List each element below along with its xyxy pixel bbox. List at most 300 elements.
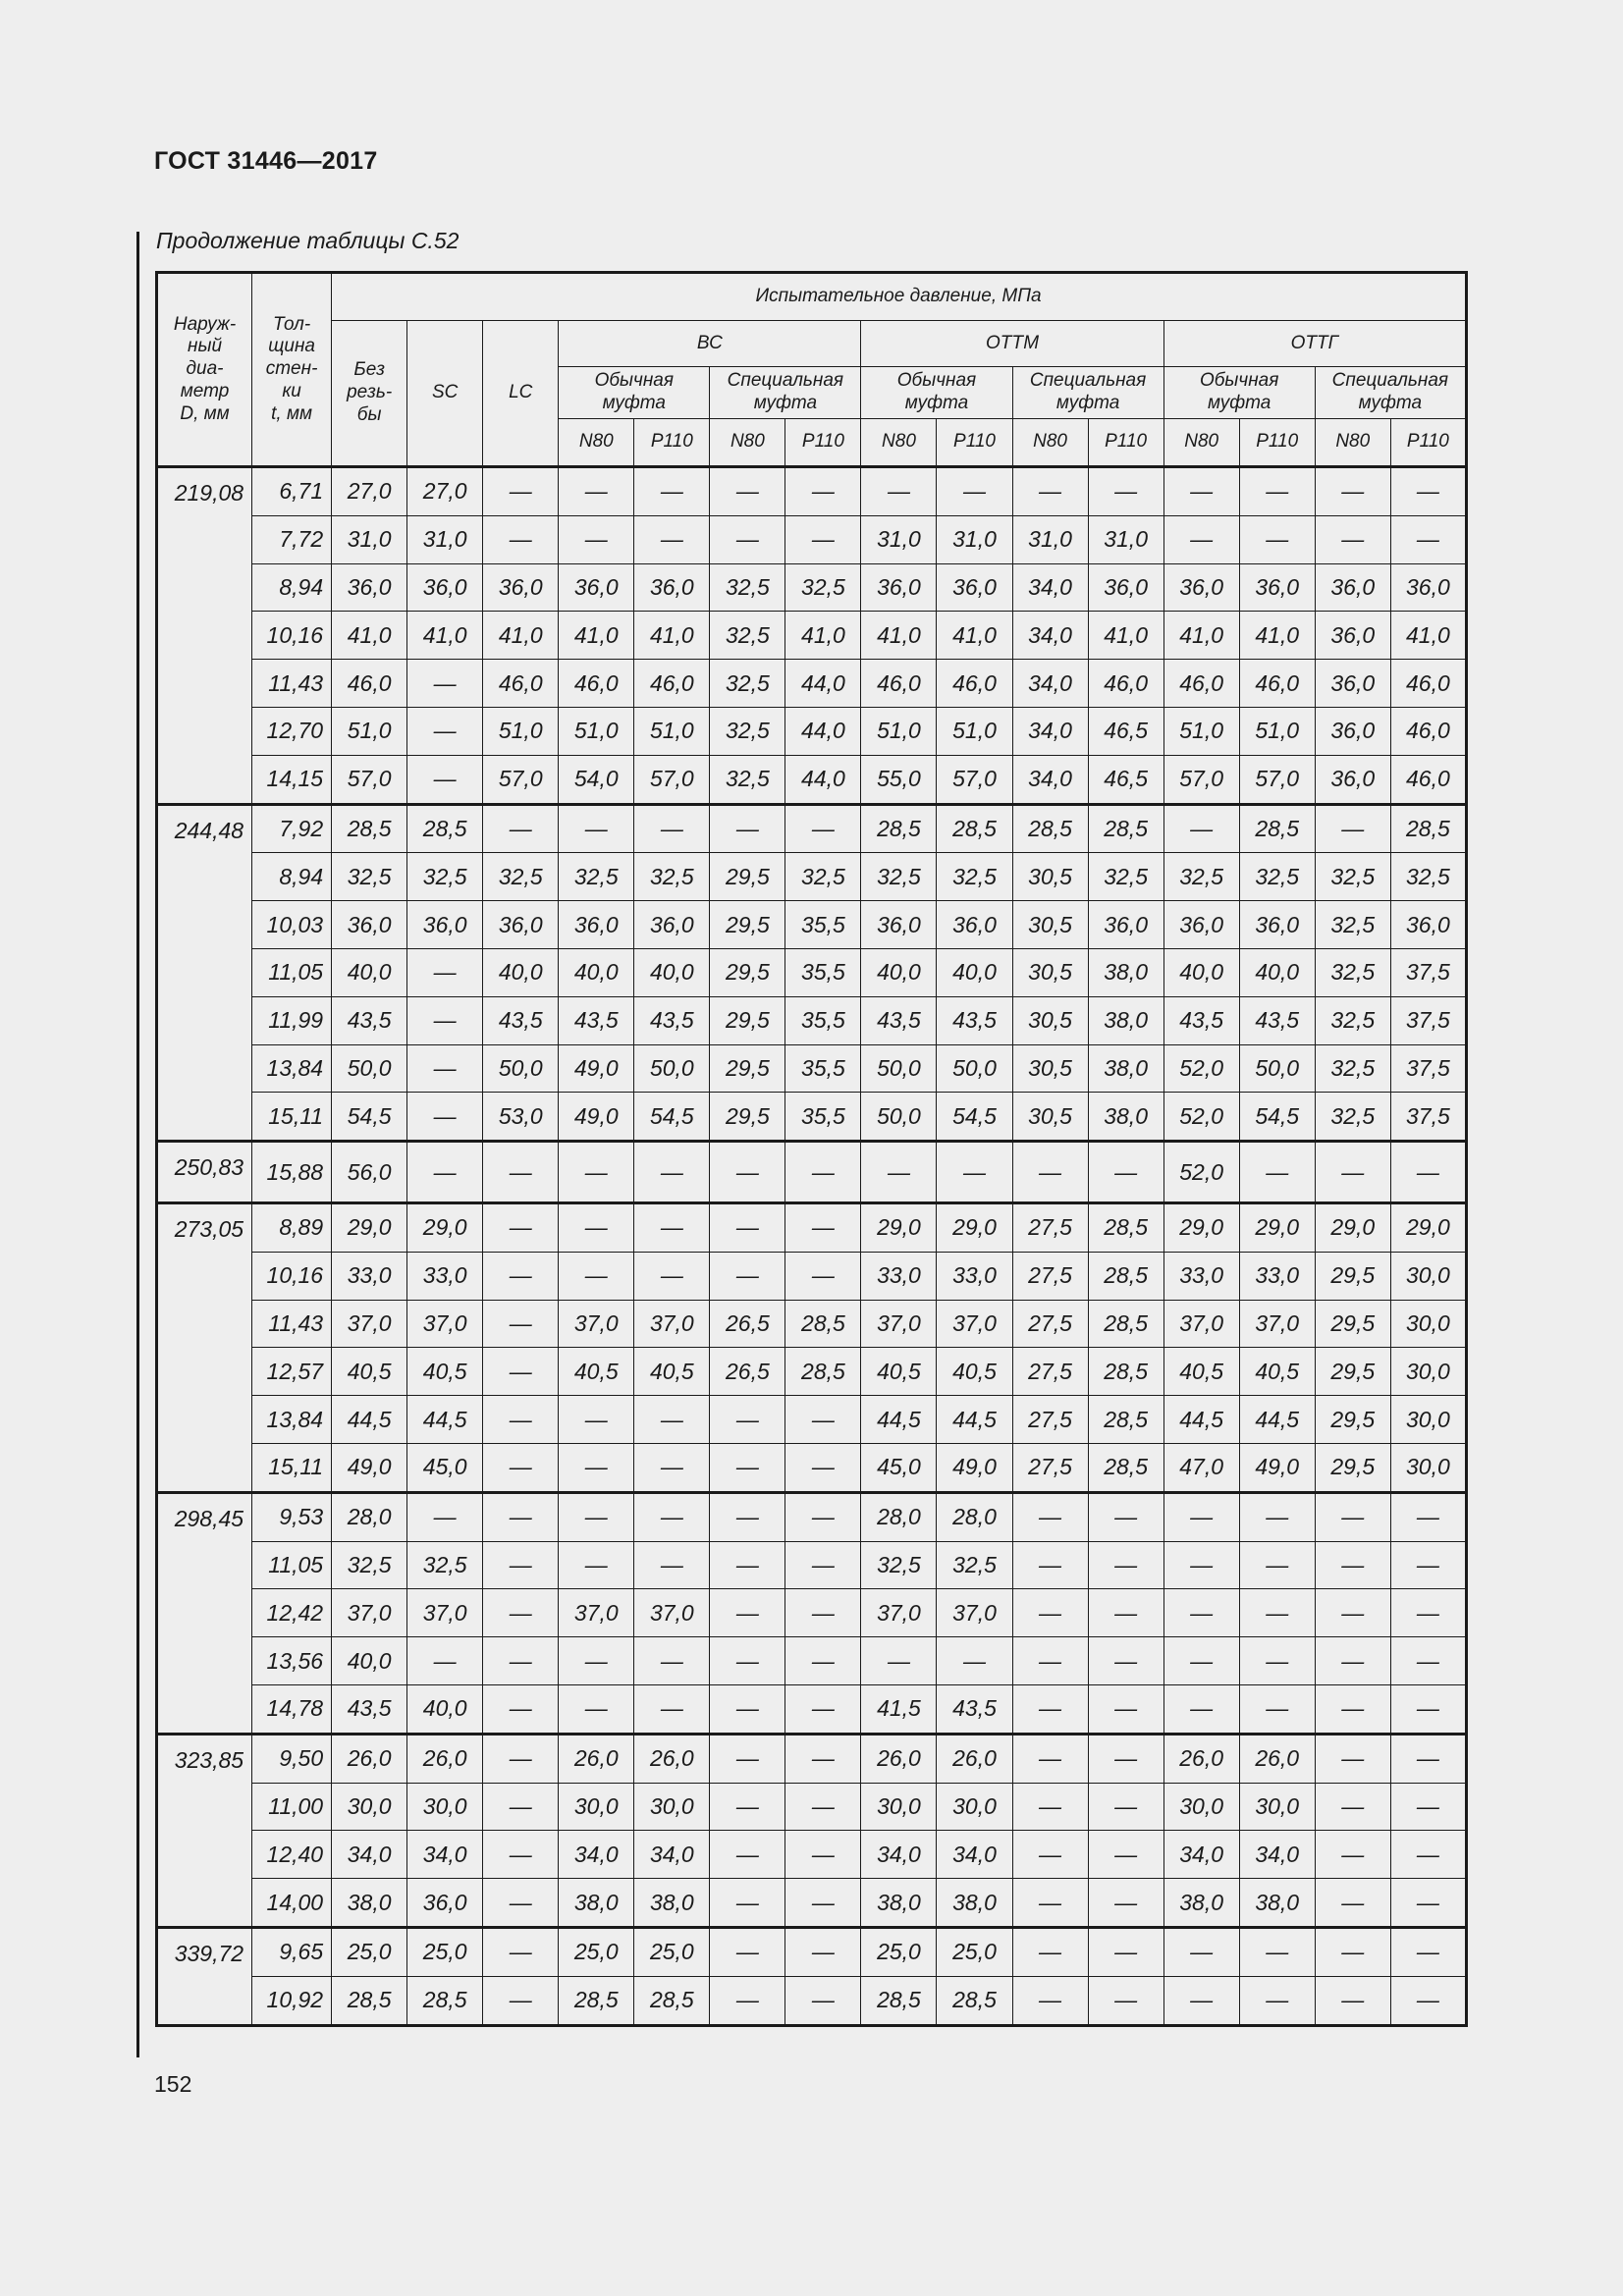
table-row <box>157 1443 1467 1492</box>
pressure-cell: — <box>710 1541 785 1589</box>
pressure-cell: — <box>1088 1734 1163 1783</box>
thickness-cell: 14,15 <box>252 755 332 804</box>
pressure-cell: 38,0 <box>1239 1879 1315 1928</box>
pressure-cell: 46,0 <box>1163 660 1239 708</box>
pressure-cell: — <box>483 1927 559 1976</box>
thickness-cell: 14,78 <box>252 1684 332 1734</box>
pressure-cell: 28,5 <box>861 804 937 853</box>
pressure-cell: 38,0 <box>861 1879 937 1928</box>
pressure-cell: 32,5 <box>710 612 785 660</box>
col-header-sc: SC <box>407 321 483 467</box>
pressure-cell: — <box>710 1492 785 1541</box>
pressure-cell: — <box>634 1142 710 1203</box>
pressure-cell: 43,5 <box>559 996 634 1044</box>
pressure-cell: — <box>1163 1492 1239 1541</box>
pressure-cell: 41,0 <box>1239 612 1315 660</box>
pressure-cell: 29,5 <box>710 1093 785 1142</box>
table-row <box>157 1492 1467 1541</box>
pressure-cell: 37,0 <box>407 1300 483 1348</box>
pressure-cell: 29,5 <box>1315 1300 1390 1348</box>
pressure-cell: 34,0 <box>937 1831 1012 1879</box>
pressure-cell: — <box>1012 1879 1088 1928</box>
pressure-cell: 41,0 <box>861 612 937 660</box>
pressure-cell: 57,0 <box>1239 755 1315 804</box>
pressure-cell: — <box>1239 1976 1315 2025</box>
pressure-cell: 43,5 <box>937 996 1012 1044</box>
pressure-cell: 46,5 <box>1088 755 1163 804</box>
pressure-cell: 37,0 <box>1239 1300 1315 1348</box>
table-row <box>157 755 1467 804</box>
pressure-cell: 28,5 <box>1088 1348 1163 1396</box>
pressure-cell: 28,0 <box>332 1492 407 1541</box>
coupling-header-special: Специальная муфта <box>710 367 861 419</box>
pressure-cell: — <box>937 467 1012 516</box>
thickness-cell: 7,72 <box>252 515 332 563</box>
pressure-cell: 52,0 <box>1163 1044 1239 1093</box>
grade-header: N80 <box>1012 419 1088 467</box>
pressure-cell: 36,0 <box>1315 707 1390 755</box>
pressure-cell: — <box>559 1684 634 1734</box>
pressure-cell: — <box>483 515 559 563</box>
pressure-cell: 37,5 <box>1390 948 1466 996</box>
pressure-cell: 36,0 <box>1315 612 1390 660</box>
col-header-thickness: Тол- щина стен- ки t, мм <box>252 273 332 467</box>
pressure-cell: — <box>1163 1976 1239 2025</box>
pressure-cell: 49,0 <box>1239 1443 1315 1492</box>
pressure-cell: — <box>861 467 937 516</box>
diameter-cell: 339,72 <box>157 1927 252 2025</box>
pressure-cell: 28,5 <box>332 804 407 853</box>
thickness-cell: 11,99 <box>252 996 332 1044</box>
pressure-cell: — <box>483 1492 559 1541</box>
thickness-cell: 15,11 <box>252 1093 332 1142</box>
pressure-cell: 41,0 <box>559 612 634 660</box>
pressure-cell: — <box>483 1396 559 1444</box>
pressure-cell: — <box>1390 1492 1466 1541</box>
pressure-cell: 28,0 <box>937 1492 1012 1541</box>
pressure-cell: 26,0 <box>559 1734 634 1783</box>
pressure-cell: 54,5 <box>634 1093 710 1142</box>
pressure-cell: 28,5 <box>1088 1202 1163 1252</box>
table-row <box>157 1734 1467 1783</box>
pressure-cell: 51,0 <box>1239 707 1315 755</box>
pressure-cell: 38,0 <box>1163 1879 1239 1928</box>
pressure-cell: 40,0 <box>483 948 559 996</box>
pressure-cell: 29,0 <box>1163 1202 1239 1252</box>
pressure-cell: 33,0 <box>407 1252 483 1300</box>
coupling-header-special: Специальная муфта <box>1315 367 1466 419</box>
pressure-cell: 32,5 <box>1315 1044 1390 1093</box>
pressure-cell: — <box>559 804 634 853</box>
pressure-cell: 29,5 <box>710 901 785 949</box>
grade-header: P110 <box>937 419 1012 467</box>
pressure-cell: 46,0 <box>1390 707 1466 755</box>
pressure-cell: 32,5 <box>559 853 634 901</box>
pressure-cell: 57,0 <box>937 755 1012 804</box>
pressure-cell: — <box>785 1492 861 1541</box>
pressure-cell: 30,0 <box>1390 1252 1466 1300</box>
pressure-cell: — <box>1088 1684 1163 1734</box>
pressure-cell: 26,5 <box>710 1300 785 1348</box>
pressure-cell: 25,0 <box>634 1927 710 1976</box>
pressure-cell: 34,0 <box>407 1831 483 1879</box>
pressure-cell: 32,5 <box>332 1541 407 1589</box>
pressure-cell: 37,0 <box>332 1589 407 1637</box>
pressure-cell: 30,5 <box>1012 901 1088 949</box>
pressure-cell: — <box>1315 1927 1390 1976</box>
pressure-cell: 40,0 <box>634 948 710 996</box>
pressure-cell: — <box>1012 1684 1088 1734</box>
pressure-cell: 29,0 <box>1315 1202 1390 1252</box>
pressure-cell: — <box>1088 1783 1163 1831</box>
pressure-cell: 40,5 <box>559 1348 634 1396</box>
pressure-cell: 43,5 <box>937 1684 1012 1734</box>
pressure-cell: — <box>785 1252 861 1300</box>
grade-header: N80 <box>861 419 937 467</box>
thickness-cell: 8,89 <box>252 1202 332 1252</box>
pressure-cell: — <box>483 1541 559 1589</box>
pressure-cell: 29,5 <box>710 1044 785 1093</box>
pressure-cell: 51,0 <box>483 707 559 755</box>
pressure-cell: — <box>1012 1492 1088 1541</box>
pressure-cell: 54,5 <box>332 1093 407 1142</box>
pressure-cell: 40,0 <box>332 948 407 996</box>
pressure-cell: — <box>1239 1637 1315 1685</box>
pressure-cell: 29,0 <box>407 1202 483 1252</box>
table-row <box>157 1300 1467 1348</box>
pressure-cell: 40,0 <box>332 1637 407 1685</box>
pressure-cell: 44,5 <box>407 1396 483 1444</box>
pressure-cell: — <box>1390 467 1466 516</box>
table-row <box>157 1044 1467 1093</box>
pressure-cell: 37,0 <box>634 1589 710 1637</box>
pressure-cell: 29,5 <box>1315 1348 1390 1396</box>
pressure-cell: — <box>1390 1589 1466 1637</box>
pressure-cell: 36,0 <box>1315 563 1390 612</box>
pressure-cell: — <box>710 1831 785 1879</box>
pressure-cell: — <box>634 515 710 563</box>
pressure-cell: — <box>1088 1976 1163 2025</box>
pressure-cell: 51,0 <box>861 707 937 755</box>
pressure-cell: 36,0 <box>1088 901 1163 949</box>
pressure-cell: — <box>1163 1589 1239 1637</box>
pressure-cell: — <box>634 1684 710 1734</box>
pressure-cell: 46,0 <box>559 660 634 708</box>
pressure-cell: — <box>1088 1927 1163 1976</box>
pressure-cell: 44,5 <box>332 1396 407 1444</box>
pressure-cell: — <box>1012 467 1088 516</box>
pressure-cell: — <box>785 1684 861 1734</box>
pressure-cell: 28,5 <box>1088 1396 1163 1444</box>
pressure-cell: — <box>1239 1142 1315 1203</box>
pressure-cell: 32,5 <box>483 853 559 901</box>
pressure-cell: — <box>1163 804 1239 853</box>
pressure-cell: — <box>407 1093 483 1142</box>
pressure-cell: 41,0 <box>1088 612 1163 660</box>
pressure-cell: — <box>785 515 861 563</box>
pressure-cell: — <box>1163 1684 1239 1734</box>
table-row <box>157 1831 1467 1879</box>
pressure-cell: 34,0 <box>1012 707 1088 755</box>
pressure-cell: — <box>710 1637 785 1685</box>
pressure-cell: — <box>483 1783 559 1831</box>
table-header <box>157 273 1467 467</box>
pressure-cell: 28,5 <box>1088 1300 1163 1348</box>
thickness-cell: 15,11 <box>252 1443 332 1492</box>
pressure-cell: 41,0 <box>785 612 861 660</box>
pressure-cell: 36,0 <box>407 563 483 612</box>
coupling-header-regular: Обычная муфта <box>861 367 1012 419</box>
pressure-cell: 31,0 <box>1012 515 1088 563</box>
pressure-cell: 34,0 <box>1012 612 1088 660</box>
pressure-cell: — <box>1163 1637 1239 1685</box>
pressure-cell: 57,0 <box>483 755 559 804</box>
pressure-cell: 50,0 <box>634 1044 710 1093</box>
thickness-cell: 12,40 <box>252 1831 332 1879</box>
pressure-cell: 37,5 <box>1390 1044 1466 1093</box>
pressure-cell: — <box>483 1637 559 1685</box>
pressure-cell: — <box>559 1541 634 1589</box>
pressure-cell: — <box>710 1443 785 1492</box>
pressure-cell: — <box>483 1252 559 1300</box>
pressure-cell: 28,5 <box>407 804 483 853</box>
thickness-cell: 12,57 <box>252 1348 332 1396</box>
thickness-cell: 13,84 <box>252 1044 332 1093</box>
pressure-cell: — <box>1088 1831 1163 1879</box>
pressure-cell: 36,0 <box>559 901 634 949</box>
pressure-cell: 52,0 <box>1163 1142 1239 1203</box>
thickness-cell: 6,71 <box>252 467 332 516</box>
pressure-cell: — <box>634 1443 710 1492</box>
pressure-cell: — <box>785 1541 861 1589</box>
pressure-cell: 49,0 <box>559 1093 634 1142</box>
pressure-cell: 32,5 <box>634 853 710 901</box>
pressure-cell: 37,0 <box>861 1589 937 1637</box>
pressure-cell: — <box>1012 1927 1088 1976</box>
pressure-cell: 32,5 <box>407 1541 483 1589</box>
pressure-cell: — <box>785 1927 861 1976</box>
pressure-cell: 36,0 <box>634 901 710 949</box>
pressure-cell: 46,0 <box>483 660 559 708</box>
pressure-cell: 40,5 <box>407 1348 483 1396</box>
pressure-cell: 46,0 <box>332 660 407 708</box>
pressure-cell: 32,5 <box>710 563 785 612</box>
pressure-cell: 32,5 <box>407 853 483 901</box>
table-row <box>157 1202 1467 1252</box>
pressure-cell: 46,0 <box>1088 660 1163 708</box>
pressure-cell: 37,5 <box>1390 996 1466 1044</box>
pressure-cell: 47,0 <box>1163 1443 1239 1492</box>
pressure-cell: — <box>1239 1541 1315 1589</box>
pressure-cell: 51,0 <box>937 707 1012 755</box>
pressure-cell: 30,5 <box>1012 1093 1088 1142</box>
pressure-cell: 28,5 <box>559 1976 634 2025</box>
pressure-cell: 32,5 <box>1315 901 1390 949</box>
pressure-cell: 30,0 <box>634 1783 710 1831</box>
pressure-cell: 29,5 <box>1315 1252 1390 1300</box>
pressure-cell: 26,0 <box>1163 1734 1239 1783</box>
pressure-cell: — <box>710 1589 785 1637</box>
pressure-cell: 29,0 <box>937 1202 1012 1252</box>
table-row <box>157 996 1467 1044</box>
table-row <box>157 1396 1467 1444</box>
grade-header: P110 <box>1088 419 1163 467</box>
pressure-cell: — <box>1239 1589 1315 1637</box>
pressure-cell: 38,0 <box>1088 948 1163 996</box>
pressure-cell: 40,5 <box>332 1348 407 1396</box>
pressure-cell: — <box>710 804 785 853</box>
table-row <box>157 1589 1467 1637</box>
pressure-cell: 41,0 <box>407 612 483 660</box>
col-header-diameter: Наруж- ный диа- метр D, мм <box>157 273 252 467</box>
pressure-cell: 40,0 <box>559 948 634 996</box>
pressure-cell: 26,5 <box>710 1348 785 1396</box>
thickness-cell: 10,03 <box>252 901 332 949</box>
pressure-cell: 36,0 <box>1239 901 1315 949</box>
pressure-cell: — <box>785 1831 861 1879</box>
pressure-cell: — <box>785 1783 861 1831</box>
pressure-cell: 37,0 <box>559 1589 634 1637</box>
pressure-cell: 28,5 <box>937 1976 1012 2025</box>
pressure-cell: 30,0 <box>1390 1348 1466 1396</box>
pressure-cell: 32,5 <box>710 707 785 755</box>
pressure-cell: — <box>483 1300 559 1348</box>
table-row <box>157 660 1467 708</box>
thickness-cell: 9,53 <box>252 1492 332 1541</box>
pressure-cell: — <box>483 1443 559 1492</box>
pressure-cell: — <box>1012 1142 1088 1203</box>
pressure-cell: 34,0 <box>1163 1831 1239 1879</box>
grade-header: P110 <box>785 419 861 467</box>
pressure-cell: 38,0 <box>1088 996 1163 1044</box>
pressure-cell: 41,0 <box>332 612 407 660</box>
pressure-cell: — <box>1239 467 1315 516</box>
pressure-cell: 25,0 <box>861 1927 937 1976</box>
coupling-header-regular: Обычная муфта <box>1163 367 1315 419</box>
pressure-cell: — <box>1239 1927 1315 1976</box>
pressure-cell: — <box>1088 467 1163 516</box>
thickness-cell: 15,88 <box>252 1142 332 1203</box>
pressure-cell: 36,0 <box>861 901 937 949</box>
thickness-cell: 13,84 <box>252 1396 332 1444</box>
pressure-cell: 36,0 <box>559 563 634 612</box>
pressure-cell: — <box>1012 1734 1088 1783</box>
pressure-cell: 30,5 <box>1012 1044 1088 1093</box>
pressure-cell: 29,5 <box>710 996 785 1044</box>
pressure-cell: — <box>559 467 634 516</box>
pressure-cell: — <box>710 1252 785 1300</box>
pressure-cell: 26,0 <box>407 1734 483 1783</box>
coupling-header-regular: Обычная муфта <box>559 367 710 419</box>
pressure-cell: — <box>1163 515 1239 563</box>
pressure-cell: 25,0 <box>937 1927 1012 1976</box>
pressure-cell: 43,5 <box>861 996 937 1044</box>
pressure-cell: 36,0 <box>1390 901 1466 949</box>
pressure-cell: 28,5 <box>407 1976 483 2025</box>
table-row <box>157 707 1467 755</box>
pressure-cell: 30,0 <box>1163 1783 1239 1831</box>
pressure-cell: 45,0 <box>861 1443 937 1492</box>
pressure-cell: 36,0 <box>1315 660 1390 708</box>
pressure-cell: 35,5 <box>785 1044 861 1093</box>
pressure-cell: — <box>1390 1927 1466 1976</box>
pressure-cell: 27,5 <box>1012 1396 1088 1444</box>
pressure-cell: 28,5 <box>1088 1443 1163 1492</box>
col-header-plain-end: Без резь- бы <box>332 321 407 467</box>
pressure-cell: 36,0 <box>407 901 483 949</box>
pressure-cell: 32,5 <box>785 563 861 612</box>
pressure-cell: 35,5 <box>785 901 861 949</box>
thickness-cell: 13,56 <box>252 1637 332 1685</box>
pressure-cell: 45,0 <box>407 1443 483 1492</box>
diameter-cell: 323,85 <box>157 1734 252 1927</box>
pressure-cell: 28,5 <box>861 1976 937 2025</box>
pressure-cell: 34,0 <box>1012 563 1088 612</box>
pressure-cell: — <box>710 467 785 516</box>
pressure-cell: 28,5 <box>1239 804 1315 853</box>
pressure-cell: 43,5 <box>332 996 407 1044</box>
pressure-cell: 50,0 <box>1239 1044 1315 1093</box>
pressure-cell: 38,0 <box>634 1879 710 1928</box>
table-row <box>157 804 1467 853</box>
pressure-cell: 36,0 <box>1390 563 1466 612</box>
pressure-cell: — <box>1390 1637 1466 1685</box>
pressure-cell: — <box>634 1541 710 1589</box>
pressure-cell: 38,0 <box>1088 1093 1163 1142</box>
table-row <box>157 1252 1467 1300</box>
pressure-cell: — <box>634 804 710 853</box>
diameter-cell: 250,83 <box>157 1142 252 1203</box>
pressure-cell: 54,5 <box>937 1093 1012 1142</box>
pressure-cell: 51,0 <box>1163 707 1239 755</box>
pressure-cell: 30,5 <box>1012 996 1088 1044</box>
pressure-cell: 32,5 <box>332 853 407 901</box>
pressure-cell: 25,0 <box>559 1927 634 1976</box>
diameter-cell: 273,05 <box>157 1202 252 1492</box>
pressure-cell: — <box>407 660 483 708</box>
pressure-cell: — <box>937 1637 1012 1685</box>
pressure-cell: — <box>785 467 861 516</box>
pressure-cell: 27,5 <box>1012 1300 1088 1348</box>
pressure-cell: — <box>407 707 483 755</box>
pressure-cell: 30,5 <box>1012 853 1088 901</box>
thickness-cell: 10,16 <box>252 612 332 660</box>
pressure-cell: 30,0 <box>937 1783 1012 1831</box>
pressure-cell: 37,0 <box>407 1589 483 1637</box>
grade-header: N80 <box>559 419 634 467</box>
pressure-cell: 33,0 <box>1239 1252 1315 1300</box>
pressure-cell: 44,5 <box>861 1396 937 1444</box>
pressure-cell: — <box>1088 1142 1163 1203</box>
pressure-cell: 34,0 <box>1012 660 1088 708</box>
pressure-cell: 35,5 <box>785 1093 861 1142</box>
pressure-cell: 44,5 <box>1239 1396 1315 1444</box>
pressure-cell: 57,0 <box>634 755 710 804</box>
pressure-cell: — <box>483 1976 559 2025</box>
grade-header: P110 <box>634 419 710 467</box>
pressure-cell: 46,5 <box>1088 707 1163 755</box>
pressure-cell: — <box>1390 1783 1466 1831</box>
pressure-cell: — <box>785 1637 861 1685</box>
pressure-cell: — <box>1012 1976 1088 2025</box>
pressure-cell: 36,0 <box>937 901 1012 949</box>
table-row <box>157 1637 1467 1685</box>
table-body <box>157 467 1467 2026</box>
pressure-cell: 43,5 <box>1239 996 1315 1044</box>
pressure-cell: 30,0 <box>332 1783 407 1831</box>
pressure-cell: 44,5 <box>1163 1396 1239 1444</box>
pressure-cell: 35,5 <box>785 948 861 996</box>
